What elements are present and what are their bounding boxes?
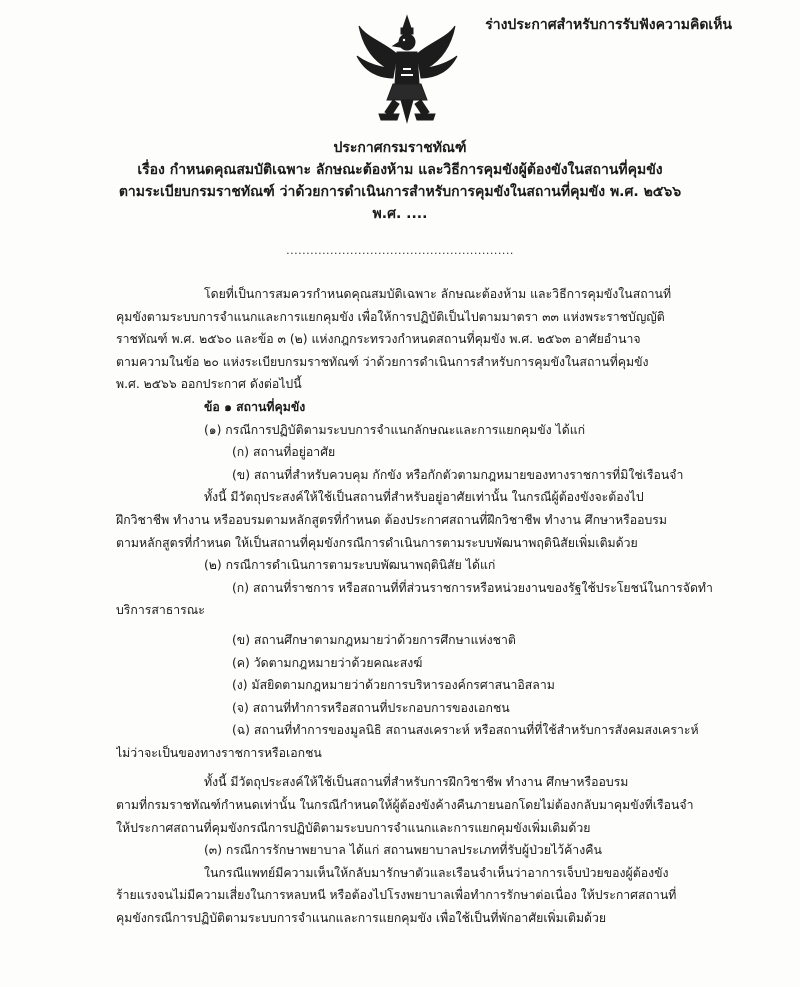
body-line: (ข) สถานที่สำหรับควบคุม กักขัง หรือกักตัวตามกฎหมายของทางราชการที่มิใช่เรือนจำ [232,467,684,482]
body-line: (๓) กรณีการรักษาพยาบาล ได้แก่ สถานพยาบาลประเภทที่รับผู้ป่วยไว้ค้างคืน [204,843,602,858]
garuda-emblem-icon [353,12,461,124]
body-line: (ค) วัดตามกฎหมายว่าด้วยคณะสงฆ์ [232,655,423,670]
body-line: ฝึกวิชาชีพ ทำงาน หรืออบรมตามหลักสูตรที่กำหนด ต้องประกาศสถานที่ฝึกวิชาชีพ ทำงาน ศึกษาหรืออบรม [116,512,668,527]
body-line: ตามที่กรมราชทัณฑ์กำหนดเท่านั้น ในกรณีกำหนดให้ผู้ต้องขังค้างคืนภายนอกโดยไม่ต้องกลับมาคุมขังที่เรือนจำ [116,798,694,813]
body-line: พ.ศ. ๒๕๖๖ ออกประกาศ ดังต่อไปนี้ [116,377,302,392]
body-line: (ฉ) สถานที่ทำการของมูลนิธิ สถานสงเคราะห์ หรือสถานที่ที่ใช้สำหรับการสังคมสงเคราะห์ [232,723,699,738]
body-line: ร้ายแรงจนไม่มีความเสี่ยงในการหลบหนี หรือต้องไปโรงพยาบาลเพื่อทำการรักษาต่อเนื่อง ให้ประกาศสถานที่ [116,888,677,903]
body-line: (ก) สถานที่ราชการ หรือสถานที่ที่ส่วนราชการหรือหน่วยงานของรัฐใช้ประโยชน์ในการจัดทำ [232,580,713,595]
paragraph-gap [116,622,736,629]
body-line: ไม่ว่าจะเป็นของทางราชการหรือเอกชน [116,745,322,760]
year-line: พ.ศ. .... [372,206,428,222]
body-line: (ก) สถานที่อยู่อาศัย [232,445,336,460]
body-line: โดยที่เป็นการสมควรกำหนดคุณสมบัติเฉพาะ ลักษณะต้องห้าม และวิธีการคุมขังในสถานที่ [204,287,672,301]
paragraph-gap [116,764,736,771]
body-line: ราชทัณฑ์ พ.ศ. ๒๕๖๐ และข้อ ๓ (๒) แห่งกฎกระทรวงกำหนดสถานที่คุมขัง พ.ศ. ๒๕๖๓ อาศัยอำนาจ [116,332,641,347]
body-line: บริการสาธารณะ [116,603,205,618]
body-line: ตามหลักสูตรที่กำหนด ให้เป็นสถานที่คุมขังกรณีการดำเนินการตามระบบพัฒนาพฤตินิสัยเพิ่มเติมด้วย [116,535,638,550]
body-line: (๒) กรณีการดำเนินการตามระบบพัฒนาพฤตินิสัย ได้แก่ [204,558,496,573]
body-line: (จ) สถานที่ทำการหรือสถานที่ประกอบการของเอกชน [232,700,510,715]
body-line: ให้ประกาศสถานที่คุมขังกรณีการปฏิบัติตามระบบการจำแนกและการแยกคุมขังเพิ่มเติมด้วย [116,820,591,835]
body-line: คุมขังกรณีการปฏิบัติตามระบบการจำแนกและการแยกคุมขัง เพื่อใช้เป็นที่พักอาศัยเพิ่มเติมด้วย [116,911,607,926]
body-line: ทั้งนี้ มีวัตถุประสงค์ให้ใช้เป็นสถานที่สำหรับการฝึกวิชาชีพ ทำงาน ศึกษาหรืออบรม [204,775,629,790]
body-line: ตามความในข้อ ๒๐ แห่งระเบียบกรมราชทัณฑ์ ว่าด้วยการดำเนินการสำหรับการคุมขังในสถานที่คุมขัง [116,354,649,369]
separator-dots: ......................................................... [286,244,514,257]
draft-note: ร่างประกาศสำหรับการรับฟังความคิดเห็น [485,17,732,33]
subject-line-2: ตามระเบียบกรมราชทัณฑ์ ว่าด้วยการดำเนินการสำหรับการคุมขังในสถานที่คุมขัง พ.ศ. ๒๕๖๖ [118,184,682,200]
body-line: คุมขังตามระบบการจำแนกและการแยกคุมขัง เพื่อให้การปฏิบัติเป็นไปตามมาตรา ๓๓ แห่งพระราชบัญญัติ [116,309,665,324]
announcement-title: ประกาศกรมราชทัณฑ์ [333,140,467,156]
subject-line-1: เรื่อง กำหนดคุณสมบัติเฉพาะ ลักษณะต้องห้าม และวิธีการคุมขังผู้ต้องขังในสถานที่คุมขัง [137,162,663,178]
document-body [116,283,736,930]
body-line: (ง) มัสยิดตามกฎหมายว่าด้วยการบริหารองค์กรศาสนาอิสลาม [232,678,555,693]
body-line: ข้อ ๑ สถานที่คุมขัง [204,399,306,414]
body-line: (ข) สถานศึกษาตามกฎหมายว่าด้วยการศึกษาแห่งชาติ [232,632,516,647]
body-line: ทั้งนี้ มีวัตถุประสงค์ให้ใช้เป็นสถานที่สำหรับอยู่อาศัยเท่านั้น ในกรณีผู้ต้องขังจะต้องไป [204,490,644,505]
body-line: (๑) กรณีการปฏิบัติตามระบบการจำแนกลักษณะและการแยกคุมขัง ได้แก่ [204,422,586,437]
body-line: ในกรณีแพทย์มีความเห็นให้กลับมารักษาตัวและเรือนจำเห็นว่าอาการเจ็บป่วยของผู้ต้องขัง [204,865,669,880]
